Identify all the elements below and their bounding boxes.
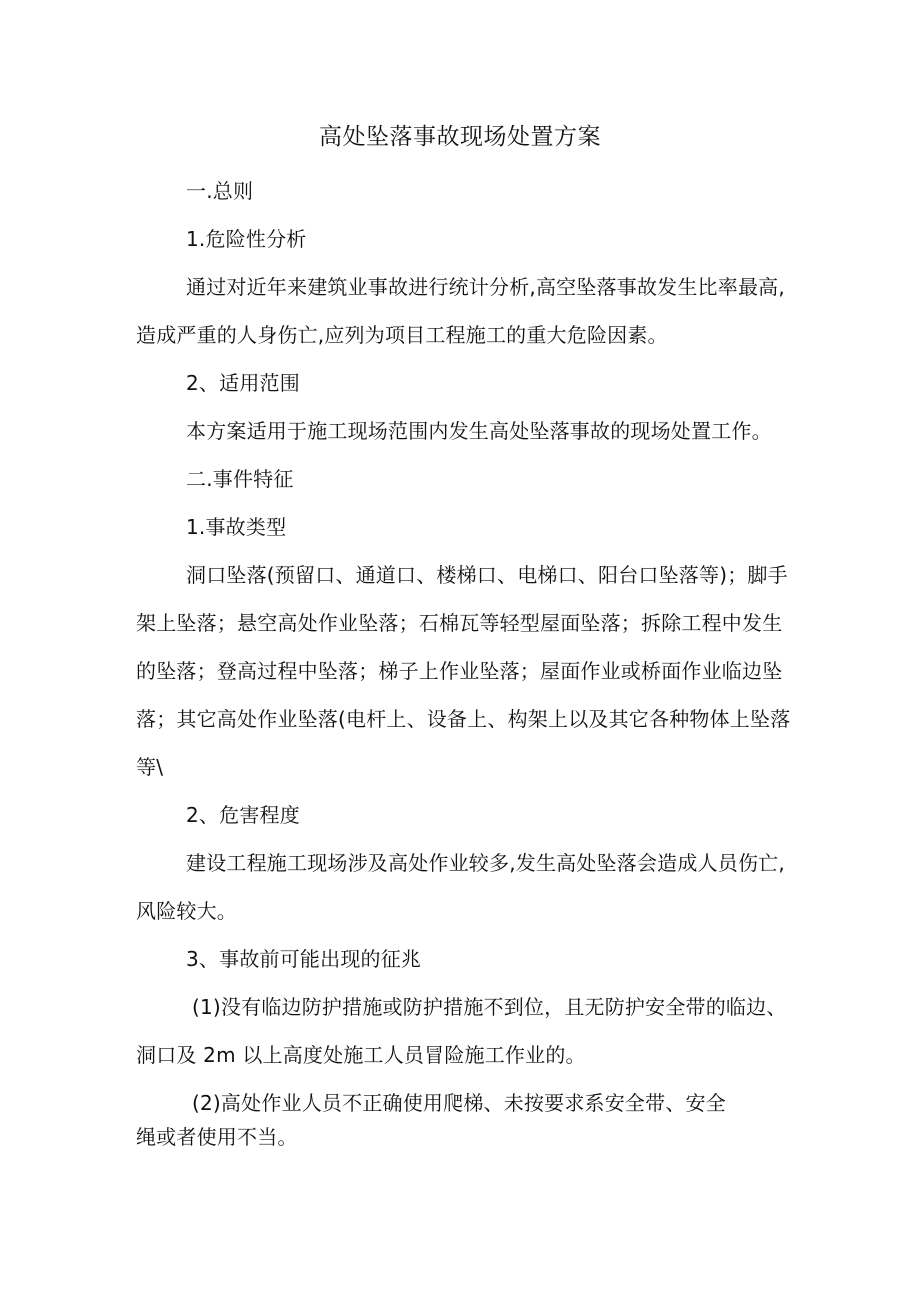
paragraph-line: 本方案适用于施工现场范围内发生高处坠落事故的现场处置工作。 [186,419,772,443]
paragraph-line: 绳或者使用不当。 [136,1125,298,1149]
section-heading-event-features: 二.事件特征 [186,467,294,491]
subheading-risk-analysis: 1.危险性分析 [186,227,307,251]
paragraph-line: 的坠落；登高过程中坠落；梯子上作业坠落；屋面作业或桥面作业临边坠 [136,659,783,683]
subheading-scope: 2、适用范围 [186,371,300,395]
paragraph-line: (1)没有临边防护措施或防护措施不到位，且无防护安全带的临边、 [192,995,787,1019]
paragraph-line: (2)高处作业人员不正确使用爬梯、未按要求系安全带、安全 [192,1091,726,1115]
section-heading-general: 一.总则 [186,179,254,203]
subheading-warning-signs: 3、事故前可能出现的征兆 [186,947,422,971]
paragraph-line: 洞口坠落(预留口、通道口、楼梯口、电梯口、阳台口坠落等)；脚手 [186,563,788,587]
document-title: 高处坠落事故现场处置方案 [319,124,601,150]
paragraph-line: 造成严重的人身伤亡,应列为项目工程施工的重大危险因素。 [136,323,668,347]
paragraph-line: 建设工程施工现场涉及高处作业较多,发生高处坠落会造成人员伤亡, [186,851,785,875]
paragraph-line: 落；其它高处作业坠落(电杆上、设备上、构架上以及其它各种物体上坠落 [136,707,791,731]
paragraph-line: 通过对近年来建筑业事故进行统计分析,高空坠落事故发生比率最高, [186,275,785,299]
subheading-accident-types: 1.事故类型 [186,515,287,539]
subheading-hazard-degree: 2、危害程度 [186,803,300,827]
paragraph-line: 洞口及 2m 以上高度处施工人员冒险施工作业的。 [136,1043,586,1067]
paragraph-line: 风险较大。 [136,899,237,923]
paragraph-line: 等\ [136,755,164,779]
paragraph-line: 架上坠落；悬空高处作业坠落；石棉瓦等轻型屋面坠落；拆除工程中发生 [136,611,783,635]
